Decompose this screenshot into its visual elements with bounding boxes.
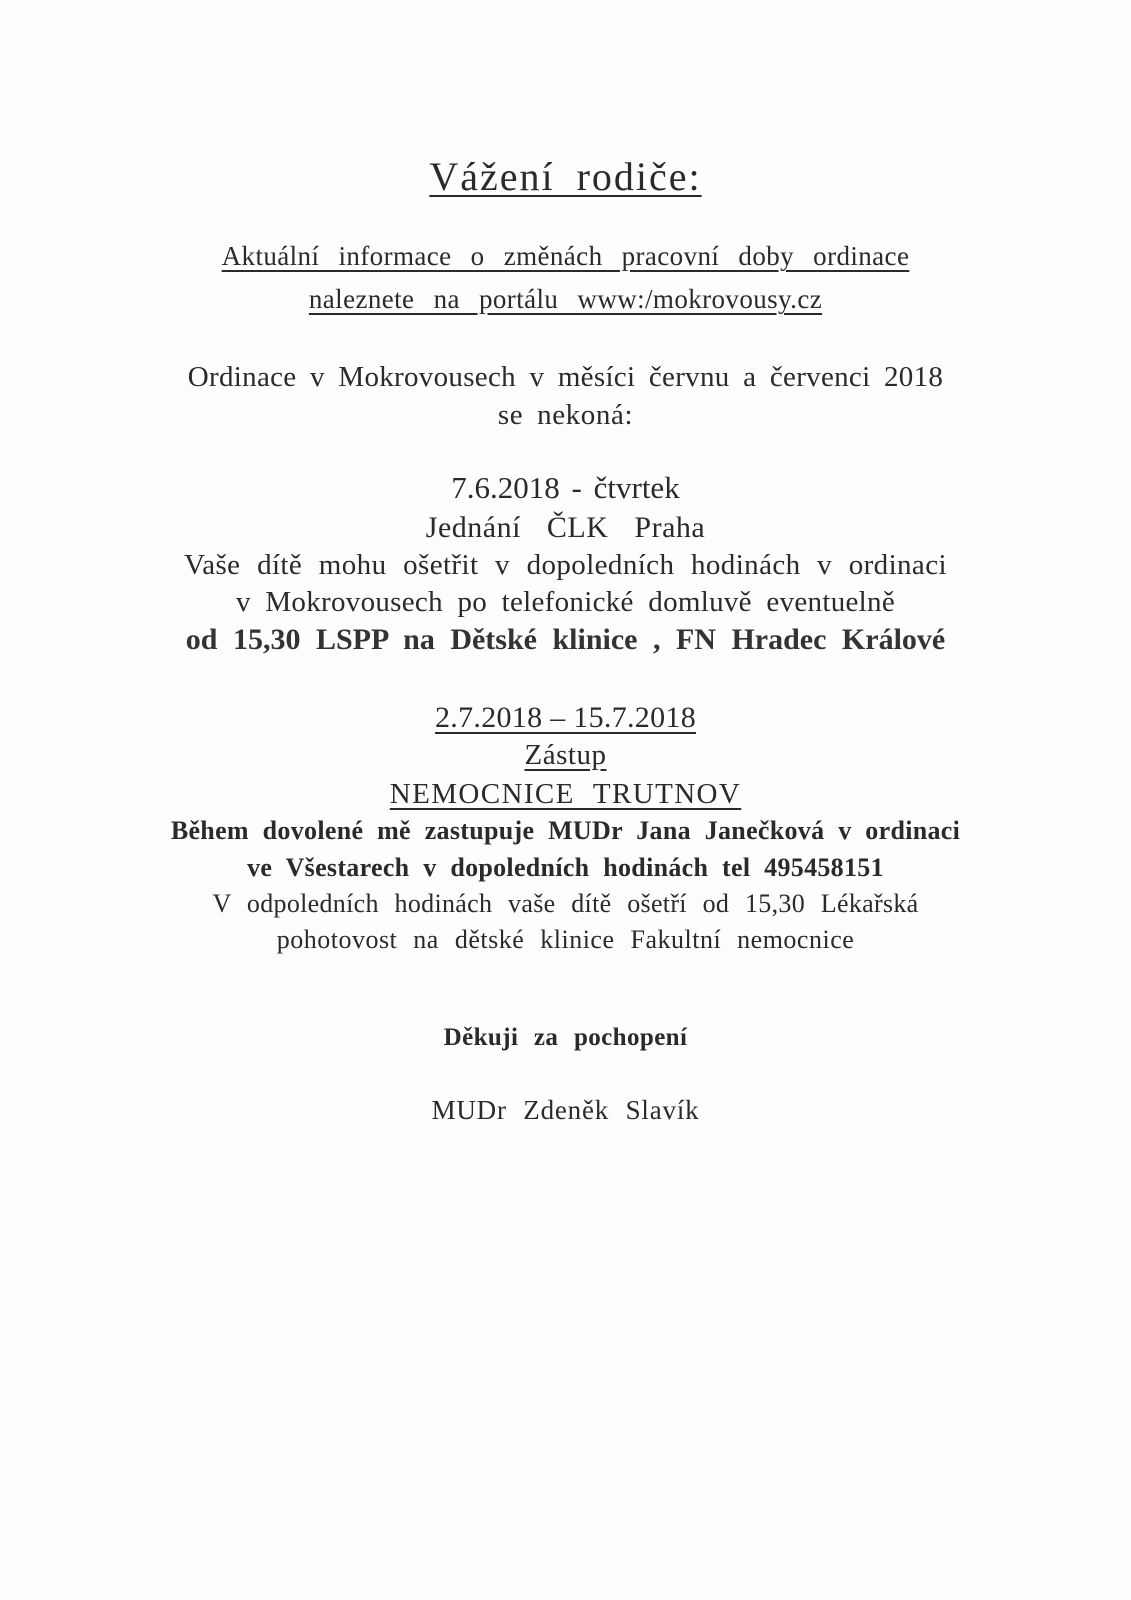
- closure-1-line-1: Vaše dítě mohu ošetřit v dopoledních hodinách v ordinaci: [184, 549, 947, 581]
- signature: MUDr Zdeněk Slavík: [431, 1095, 700, 1125]
- closure-2-label: Zástup: [524, 739, 607, 771]
- closure-1-line-3: od 15,30 LSPP na Dětské klinice , FN Hradec Králové: [185, 623, 946, 656]
- closure-2-hospital: NEMOCNICE TRUTNOV: [389, 778, 742, 810]
- closure-1-date: 7.6.2018 - čtvrtek: [451, 470, 680, 505]
- intro-line-1: Ordinace v Mokrovousech v měsíci červnu a červenci 2018: [187, 361, 944, 393]
- thanks-text: Děkuji za pochopení: [443, 1024, 688, 1051]
- closure-1-reason: Jednání ČLK Praha: [425, 511, 706, 544]
- closure-2-line-1: Během dovolené mě zastupuje MUDr Jana Janečková v ordinaci: [170, 816, 961, 845]
- info-line-2: naleznete na portálu www:/mokrovousy.cz: [308, 284, 823, 314]
- closure-1-line-2: v Mokrovousech po telefonické domluvě eventuelně: [235, 586, 896, 618]
- closure-2-date: 2.7.2018 – 15.7.2018: [435, 701, 696, 734]
- closure-2-line-2: ve Všestarech v dopoledních hodinách tel 495458151: [247, 853, 884, 882]
- closure-2-line-4: pohotovost na dětské klinice Fakultní nemocnice: [276, 925, 855, 954]
- intro-line-2: se nekoná:: [497, 399, 634, 431]
- info-line-1: Aktuální informace o změnách pracovní doby ordinace: [221, 241, 910, 271]
- closure-2-line-3: V odpoledních hodinách vaše dítě ošetří od 15,30 Lékařská: [212, 889, 919, 918]
- document-greeting: Vážení rodiče:: [429, 154, 702, 199]
